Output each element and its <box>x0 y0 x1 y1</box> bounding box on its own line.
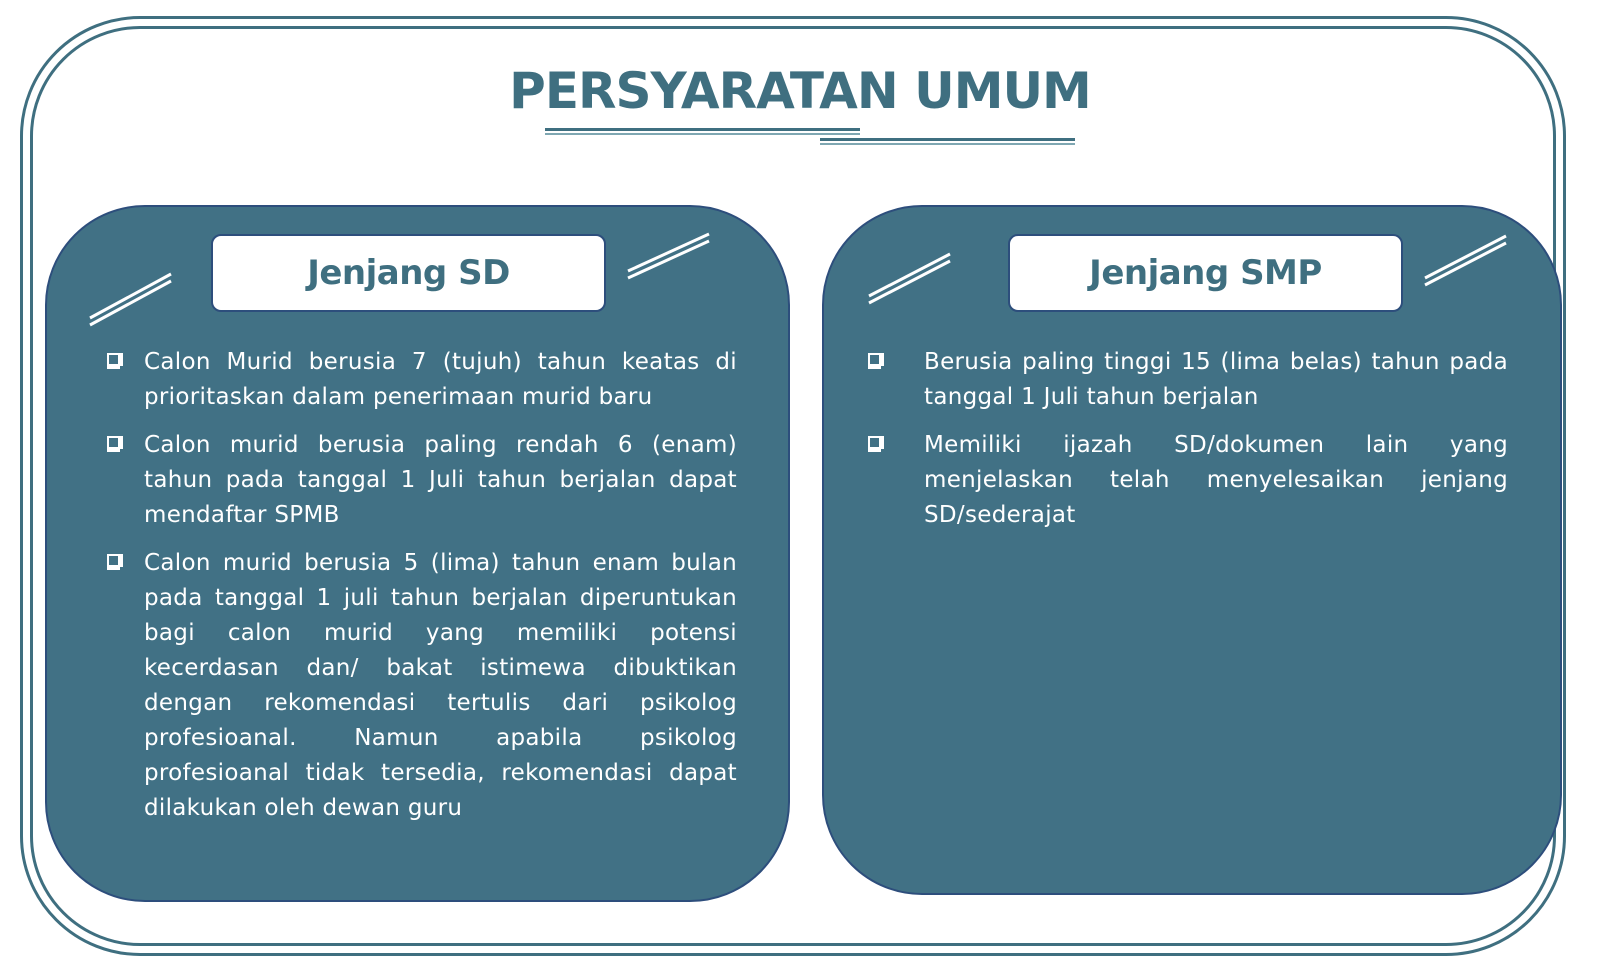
sd-requirements-list <box>107 345 737 839</box>
decorative-stripe-icon <box>87 271 177 285</box>
page-title: PERSYARATAN UMUM <box>509 62 1091 120</box>
smp-label-box <box>1008 234 1403 312</box>
smp-requirements-list <box>868 345 1508 546</box>
list-item <box>107 345 737 415</box>
list-item <box>107 428 737 533</box>
decorative-stripe-icon <box>866 251 956 265</box>
list-item <box>107 546 737 826</box>
smp-label: Jenjang SMP <box>1089 253 1322 293</box>
sd-label-box <box>211 234 606 312</box>
title-underline-right <box>820 138 1075 141</box>
list-item <box>868 428 1508 533</box>
decorative-stripe-icon <box>1422 233 1512 247</box>
list-item-text: Calon murid berusia paling rendah 6 (enam) tahun pada tanggal 1 Juli tahun berjalan dapat mendaftar SPMB <box>144 432 737 528</box>
list-item-text: Memiliki ijazah SD/dokumen lain yang menjelaskan telah menyelesaikan jenjang SD/sederajat <box>924 432 1508 528</box>
checkbox-bullet-icon <box>107 554 120 567</box>
title-underline-left <box>545 128 860 131</box>
list-item-text: Calon Murid berusia 7 (tujuh) tahun keatas di prioritaskan dalam penerimaan murid baru <box>144 349 737 410</box>
checkbox-bullet-icon <box>107 353 120 366</box>
decorative-stripe-icon <box>625 231 715 245</box>
checkbox-bullet-icon <box>107 436 120 449</box>
checkbox-bullet-icon <box>868 353 881 366</box>
list-item-text: Calon murid berusia 5 (lima) tahun enam bulan pada tanggal 1 juli tahun berjalan diperuntukan bagi calon murid yang memiliki potensi kecerdasan dan/ bakat istimewa dibuktikan dengan rekomendasi tertulis dari psikolog profesioanal. Namun apabila psikolog profesioanal tidak tersedia, rekomendasi dapat dilakukan oleh dewan guru <box>144 550 737 821</box>
list-item <box>868 345 1508 415</box>
checkbox-bullet-icon <box>868 436 881 449</box>
smp-card <box>822 205 1562 895</box>
sd-label: Jenjang SD <box>307 253 510 293</box>
sd-card <box>45 205 790 902</box>
list-item-text: Berusia paling tinggi 15 (lima belas) tahun pada tanggal 1 Juli tahun berjalan <box>924 349 1508 410</box>
